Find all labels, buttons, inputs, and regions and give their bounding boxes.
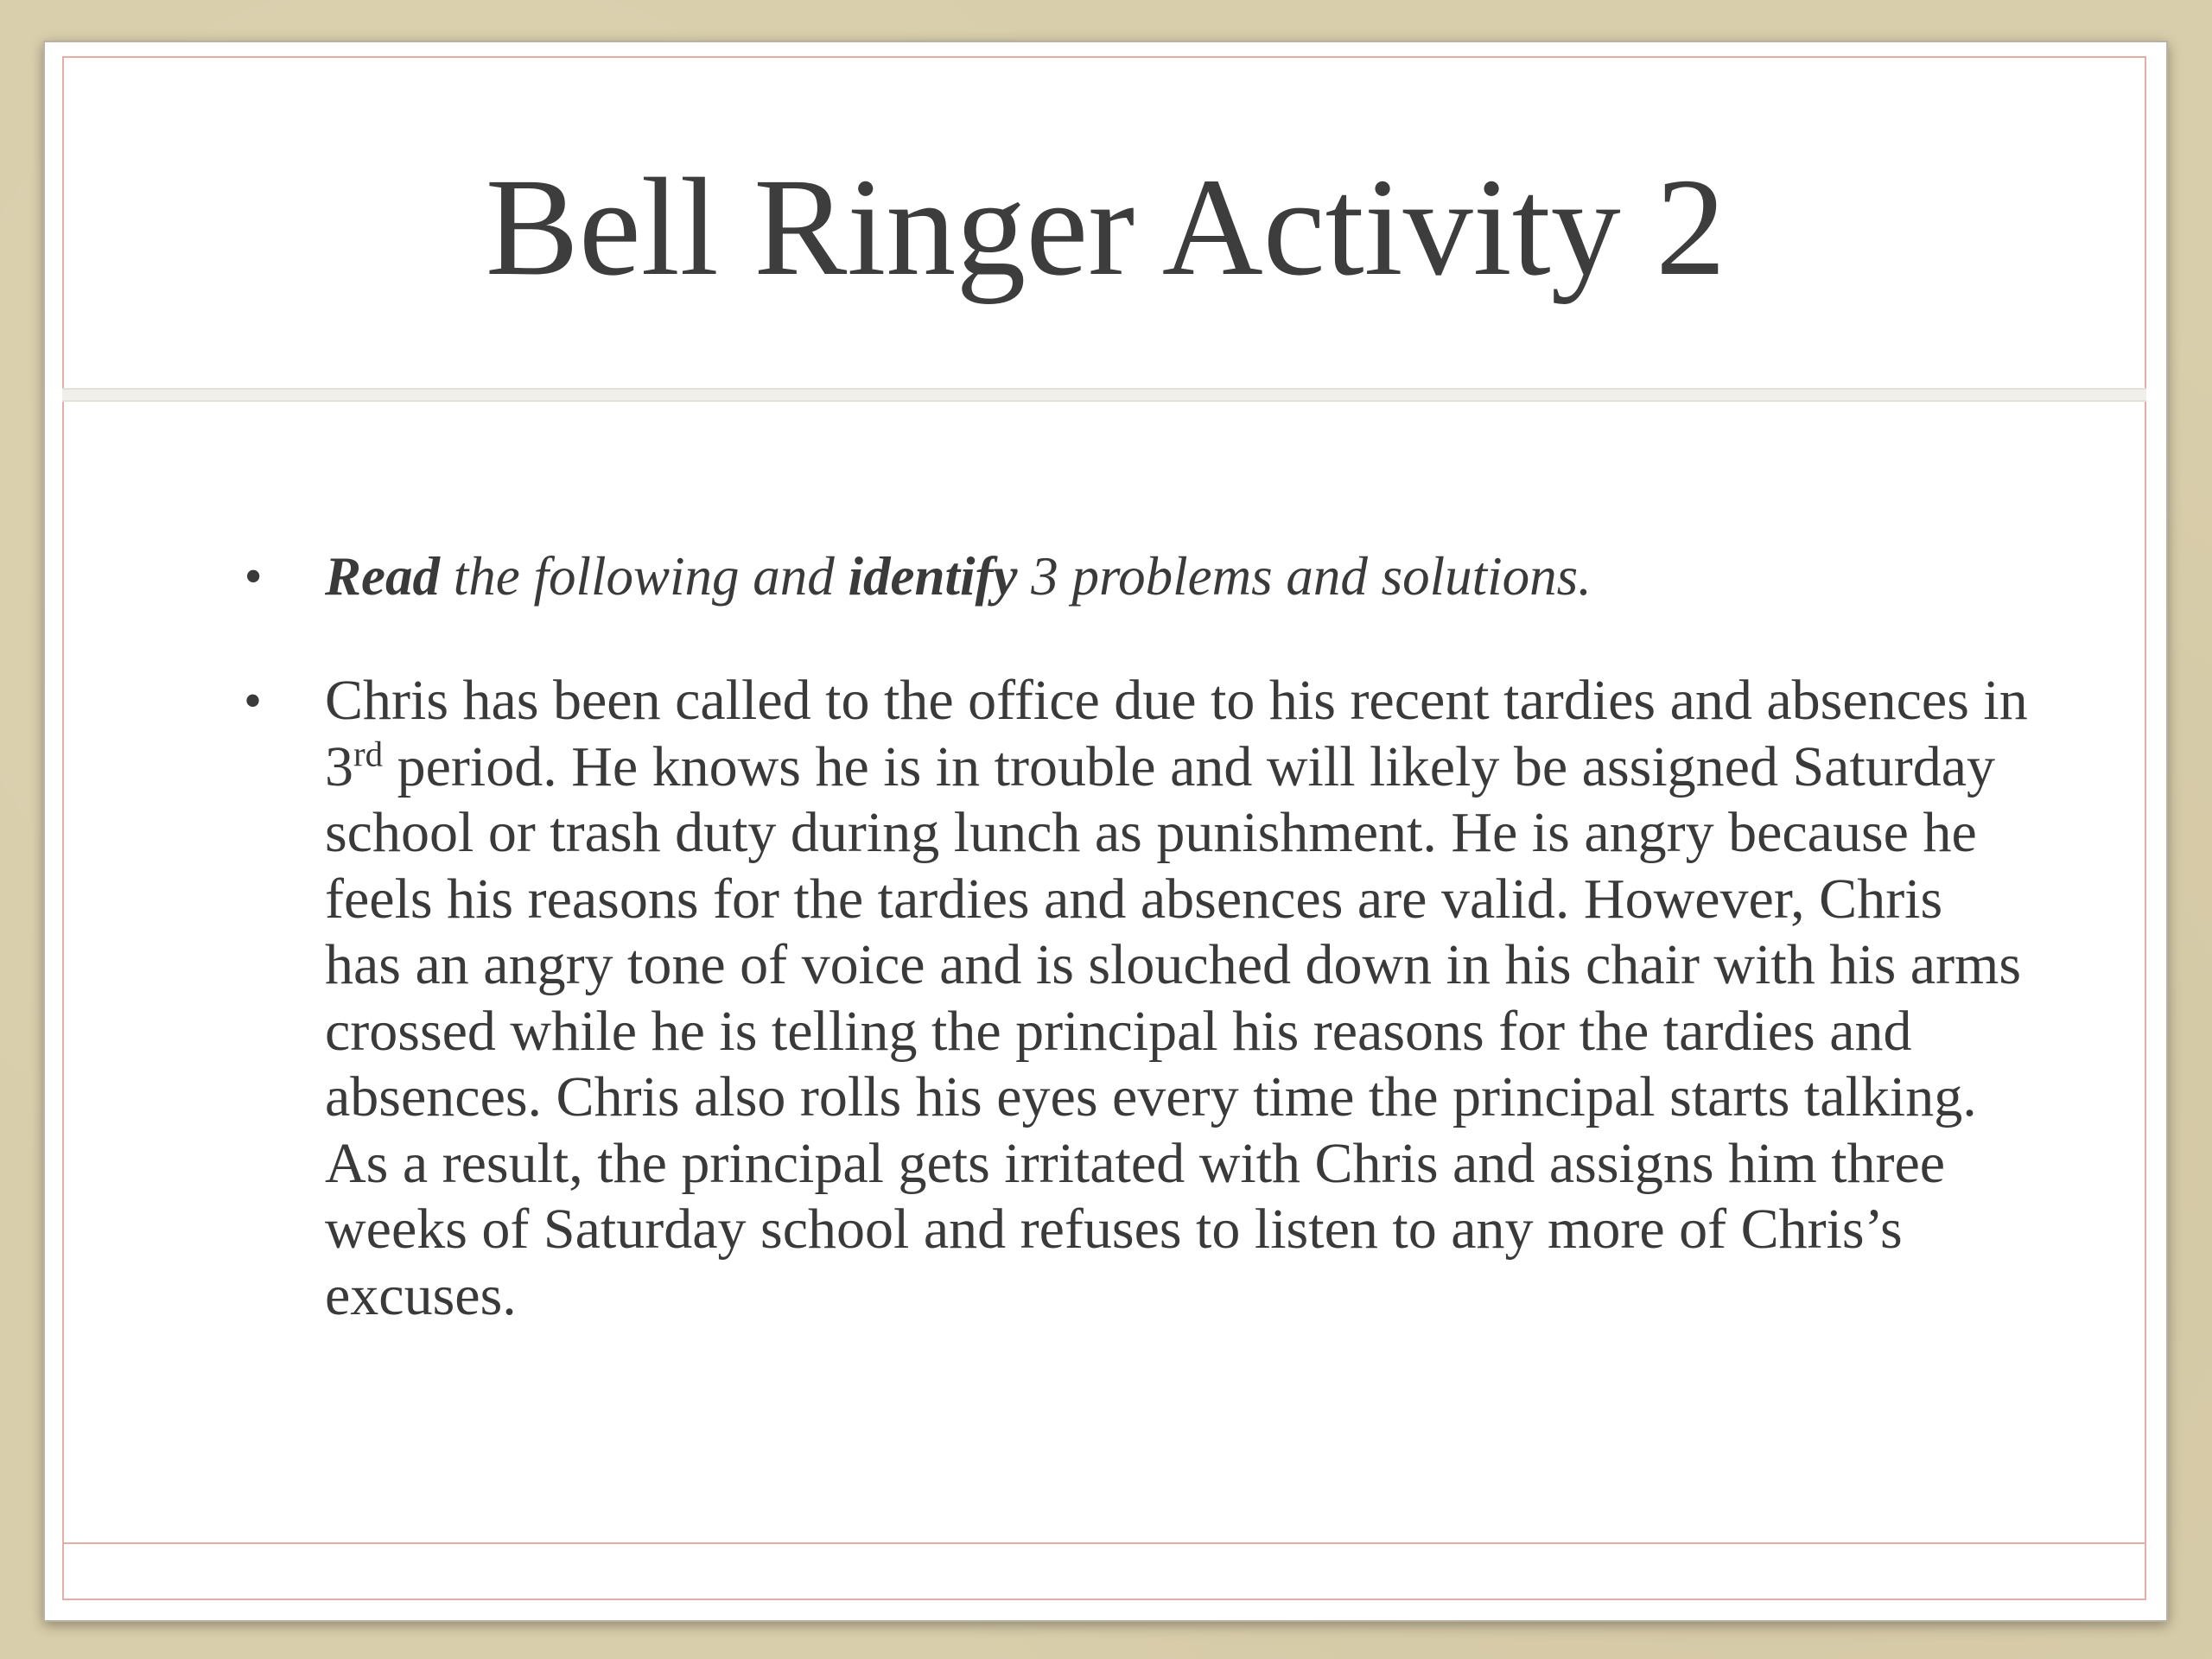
slide-content [244,543,2032,1329]
scenario-bullet [244,668,2032,1329]
instruction-text: the following and [439,546,849,607]
instruction-text-end: 3 problems and solutions. [1017,546,1592,607]
bullet-icon: • [244,672,263,729]
slide-title: Bell Ringer Activity 2 [485,150,1726,305]
instruction-identify: identify [848,546,1018,607]
ordinal-superscript: rd [353,734,384,773]
scenario-text-rest: period. He knows he is in trouble and will likely be assigned Saturday school or trash duty during lunch as punishment. He is angry because he feels his reasons for the tardies and absences are valid. However, Chris has an angry tone of voice and is slouched down in his chair with his arms crossed while he is telling the principal his reasons for the tardies and absences. Chris also rolls his eyes every time the principal starts talking. As a result, the principal gets irritated with Chris and assigns him three weeks of Saturday school and refuses to listen to any more of Chris’s excuses. [325,734,2022,1327]
instruction-read: Read [325,546,440,607]
instruction-bullet [244,543,2032,609]
scenario-text-start: Chris has been called to the office due to his recent tardies and absences in 3 [325,669,2028,798]
slide [43,41,2168,1622]
title-divider [62,388,2146,402]
footer-divider [62,1542,2146,1544]
bullet-icon: • [244,548,263,605]
